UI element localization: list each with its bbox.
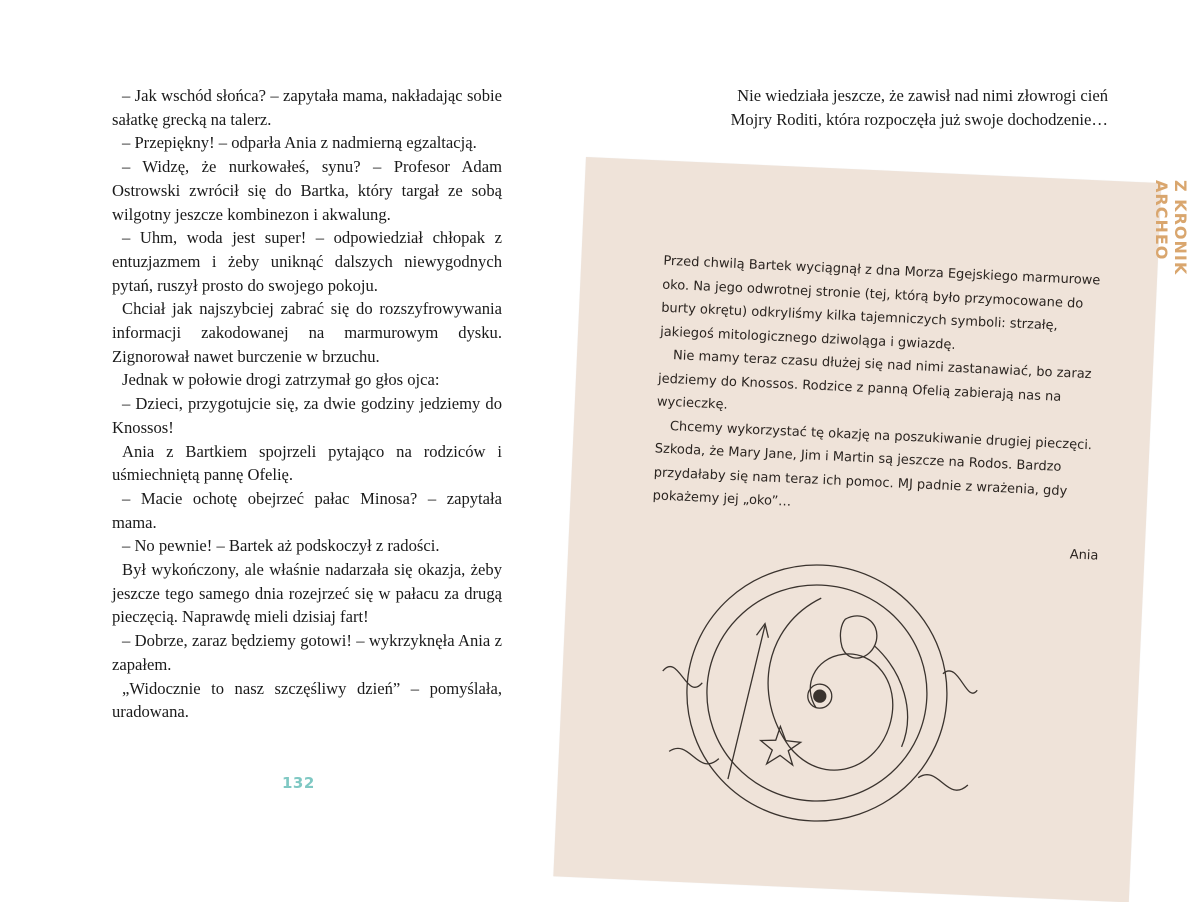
paragraph: Jednak w połowie drogi zatrzymał go głos ojca: — [122, 370, 440, 390]
paragraph: – Dobrze, zaraz będziemy gotowi! – wykrzyknęła Ania z zapałem. — [112, 631, 502, 674]
paragraph: – Jak wschód słońca? – zapytała mama, nakładając sobie sałatkę grecką na talerz. — [112, 86, 502, 129]
left-body-text — [112, 84, 502, 724]
paragraph: – Widzę, że nurkowałeś, synu? – Profesor Adam Ostrowski zwrócił się do Bartka, który targał ze sobą wilgotny jeszcze kombinezon i akwalung. — [112, 157, 502, 224]
left-page — [0, 0, 600, 854]
journal-note-card — [553, 157, 1161, 902]
paragraph: Był wykończony, ale właśnie nadarzała się okazja, żeby jeszcze tego samego dnia rozejrzeć się w pałacu za drugą pieczęcią. Naprawdę mieli dzisiaj fart! — [112, 560, 502, 627]
right-lead-text — [640, 84, 1108, 131]
paragraph: „Widocznie to nasz szczęśliwy dzień” – pomyślała, uradowana. — [112, 678, 502, 722]
note-paragraph: Nie mamy teraz czasu dłużej się nad nimi zastanawiać, bo zaraz jedziemy do Knossos. Rodzice z panną Ofelią zabierają nas na wycieczkę. — [656, 348, 1092, 413]
note-paragraph: Przed chwilą Bartek wyciągnął z dna Morza Egejskiego marmurowe oko. Na jego odwrotnej stronie (tej, którą było przymocowane do burty okrętu) odkryliśmy kilka tajemniczych symboli: strzałę, jakiegoś mitologicznego dziwoląga i gwiazdę. — [659, 253, 1101, 353]
paragraph: Chciał jak najszybciej zabrać się do rozszyfrowywania informacji zakodowanej na marmurowym dysku. Zignorował nawet burczenie w brzuchu. — [112, 299, 502, 366]
journal-note-text — [650, 250, 1111, 568]
paragraph: – Dzieci, przygotujcie się, za dwie godziny jedziemy do Knossos! — [112, 394, 502, 437]
paragraph: – Przepiękny! – odparła Ania z nadmierną egzaltacją. — [122, 133, 477, 153]
series-side-label: Z KRONIK ARCHEO — [1152, 180, 1190, 276]
eye-pupil — [814, 690, 827, 703]
note-paragraph: Chcemy wykorzystać tę okazję na poszukiwanie drugiej pieczęci. Szkoda, że Mary Jane, Jim i Martin są jeszcze na Rodos. Bardzo przydałaby się nam teraz ich pomoc. MJ padnie z wrażenia, gdy pokażemy jej „oko”… — [652, 418, 1093, 510]
lead-line: Nie wiedziała jeszcze, że zawisł nad nimi złowrogi cień — [737, 86, 1108, 105]
paragraph: – Macie ochotę obejrzeć pałac Minosa? – zapytała mama. — [112, 488, 502, 532]
lead-line: Mojry Roditi, która rozpoczęła już swoje dochodzenie… — [730, 109, 1108, 129]
mermaid-hair — [870, 646, 911, 748]
arrow-symbol — [728, 622, 769, 780]
note-signature: Ania — [1069, 546, 1099, 564]
paragraph: – Uhm, woda jest super! – odpowiedział chłopak z entuzjazmem i żeby uniknąć dalszych niewygodnych pytań, ruszył prosto do swojego pokoju. — [112, 228, 502, 295]
page-number: 132 — [282, 774, 315, 792]
paragraph: Ania z Bartkiem spojrzeli pytająco na rodziców i uśmiechniętą pannę Ofelię. — [112, 441, 502, 485]
mermaid-head — [839, 615, 877, 659]
marble-eye-drawing — [636, 550, 988, 835]
mermaid-tail — [764, 596, 897, 773]
paragraph: – No pewnie! – Bartek aż podskoczył z radości. — [122, 536, 440, 556]
